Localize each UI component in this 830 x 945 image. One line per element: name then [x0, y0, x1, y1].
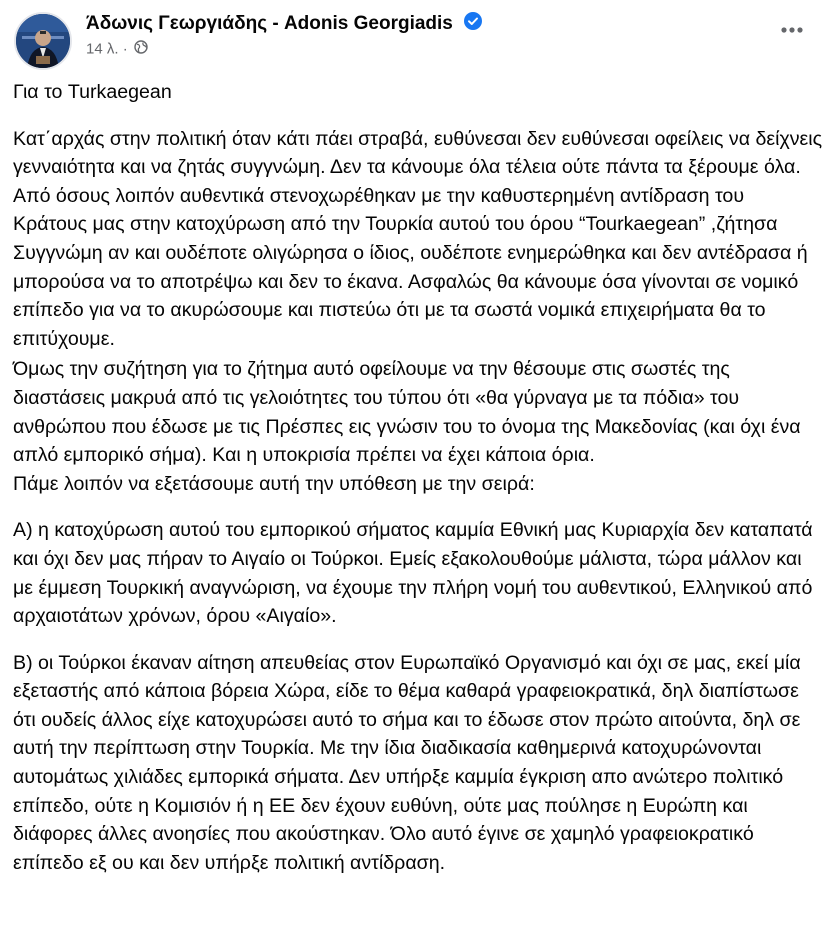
post-meta — [86, 40, 148, 58]
avatar-photo — [16, 14, 70, 68]
post-title: Για το Turkaegean — [13, 81, 172, 103]
author-row — [86, 12, 482, 36]
author-name[interactable]: Άδωνις Γεωργιάδης - Adonis Georgiadis — [86, 13, 453, 34]
post-content — [13, 78, 823, 877]
post-paragraph: Β) οι Τούρκοι έκαναν αίτηση απευθείας στον Ευρωπαϊκό Οργανισμό και όχι σε μας, εκεί μία εξεταστής από κάποια βόρεια Χώρα, είδε το θέμα καθαρά γραφειοκρατικά, δηλ διαπίστωσε ότι ουδείς άλλος είχε κατοχυρώσει αυτό το σήμα και το έδωσε στον πρώτο αιτούντα, δηλ σε αυτή την περίπτωση στην Τουρκία. Με την ίδια διαδικασία καθημερινά κατοχυρώνονται αυτομάτως χιλιάδες εμπορικά σήματα. Δεν υπήρξε καμμία έγκριση απο ανώτερο πολιτικό επίπεδο, ούτε η Κομισιόν ή η ΕΕ δεν έχουν ευθύνη, ούτε μας πούλησε η Ευρώπη και διάφορες άλλες ανοησίες που ακούστηκαν. Όλο αυτό έγινε σε χαμηλό γραφειοκρατικό επίπεδο εξ ου και δεν υπήρξε πολιτική αντίδραση. — [13, 651, 801, 874]
post-header — [12, 10, 818, 62]
verified-badge-icon — [464, 12, 482, 36]
post-timestamp[interactable]: 14 λ. — [86, 40, 119, 58]
meta-separator: · — [122, 40, 128, 58]
post-paragraph: Πάμε λοιπόν να εξετάσουμε αυτή την υπόθεση με την σειρά: — [13, 472, 535, 495]
post-paragraph: Α) η κατοχύρωση αυτού του εμπορικού σήματος καμμία Εθνική μας Κυριαρχία δεν καταπατά και όχι δεν μας πήραν το Αιγαίο οι Τούρκοι. Εμείς εξακολουθούμε μάλιστα, τώρα μάλλον και με έμμεση Τουρκική αναγνώριση, να έχουμε την πλήρη νομή του αυθεντικού, Ελληνικού από αρχαιοτάτων χρόνων, όρου «Αιγαίο». — [13, 519, 813, 628]
avatar[interactable] — [14, 12, 72, 70]
post-paragraph: Όμως την συζήτηση για το ζήτημα αυτό οφείλουμε να την θέσουμε στις σωστές της διαστάσεις μακρυά από τις γελοιότητες του τύπου ότι «θα γύρναγα με τα πόδια» του ανθρώπου που έδωσε με τις Πρέσπες εις γνώσιν του το όνομα της Μακεδονίας (και όχι ένα απλό εμπορικό σήμα). Και η υποκρισία πρέπει να έχει κάποια όρια. — [13, 358, 801, 467]
globe-icon[interactable] — [134, 40, 148, 58]
more-options-icon[interactable] — [778, 20, 806, 40]
post-paragraph: Κατ΄αρχάς στην πολιτική όταν κάτι πάει στραβά, ευθύνεσαι δεν ευθύνεσαι οφείλεις να δείχνεις γενναιότητα και να ζητάς συγγνώμη. Δεν τα κάνουμε όλα τέλεια ούτε πάντα τα ξέρουμε όλα. Από όσους λοιπόν αυθεντικά στενοχωρέθηκαν με την καθυστερημένη αντίδραση του Κράτους μας στην κατοχύρωση από την Τουρκία αυτού του όρου “Tourkaegean” ,ζήτησα Συγγνώμη αν και ουδέποτε ολιγώρησα ο ίδιος, ουδέποτε ενημερώθηκα και δεν αντέδρασα ή μπορούσα να το αποτρέψω και δεν το έκανα. Ασφαλώς θα κάνουμε όσα γίνονται σε νομικό επίπεδο για να το ακυρώσουμε και πιστεύω ότι με τα σωστά νομικά επιχειρήματα θα το επιτύχουμε. — [13, 127, 823, 350]
